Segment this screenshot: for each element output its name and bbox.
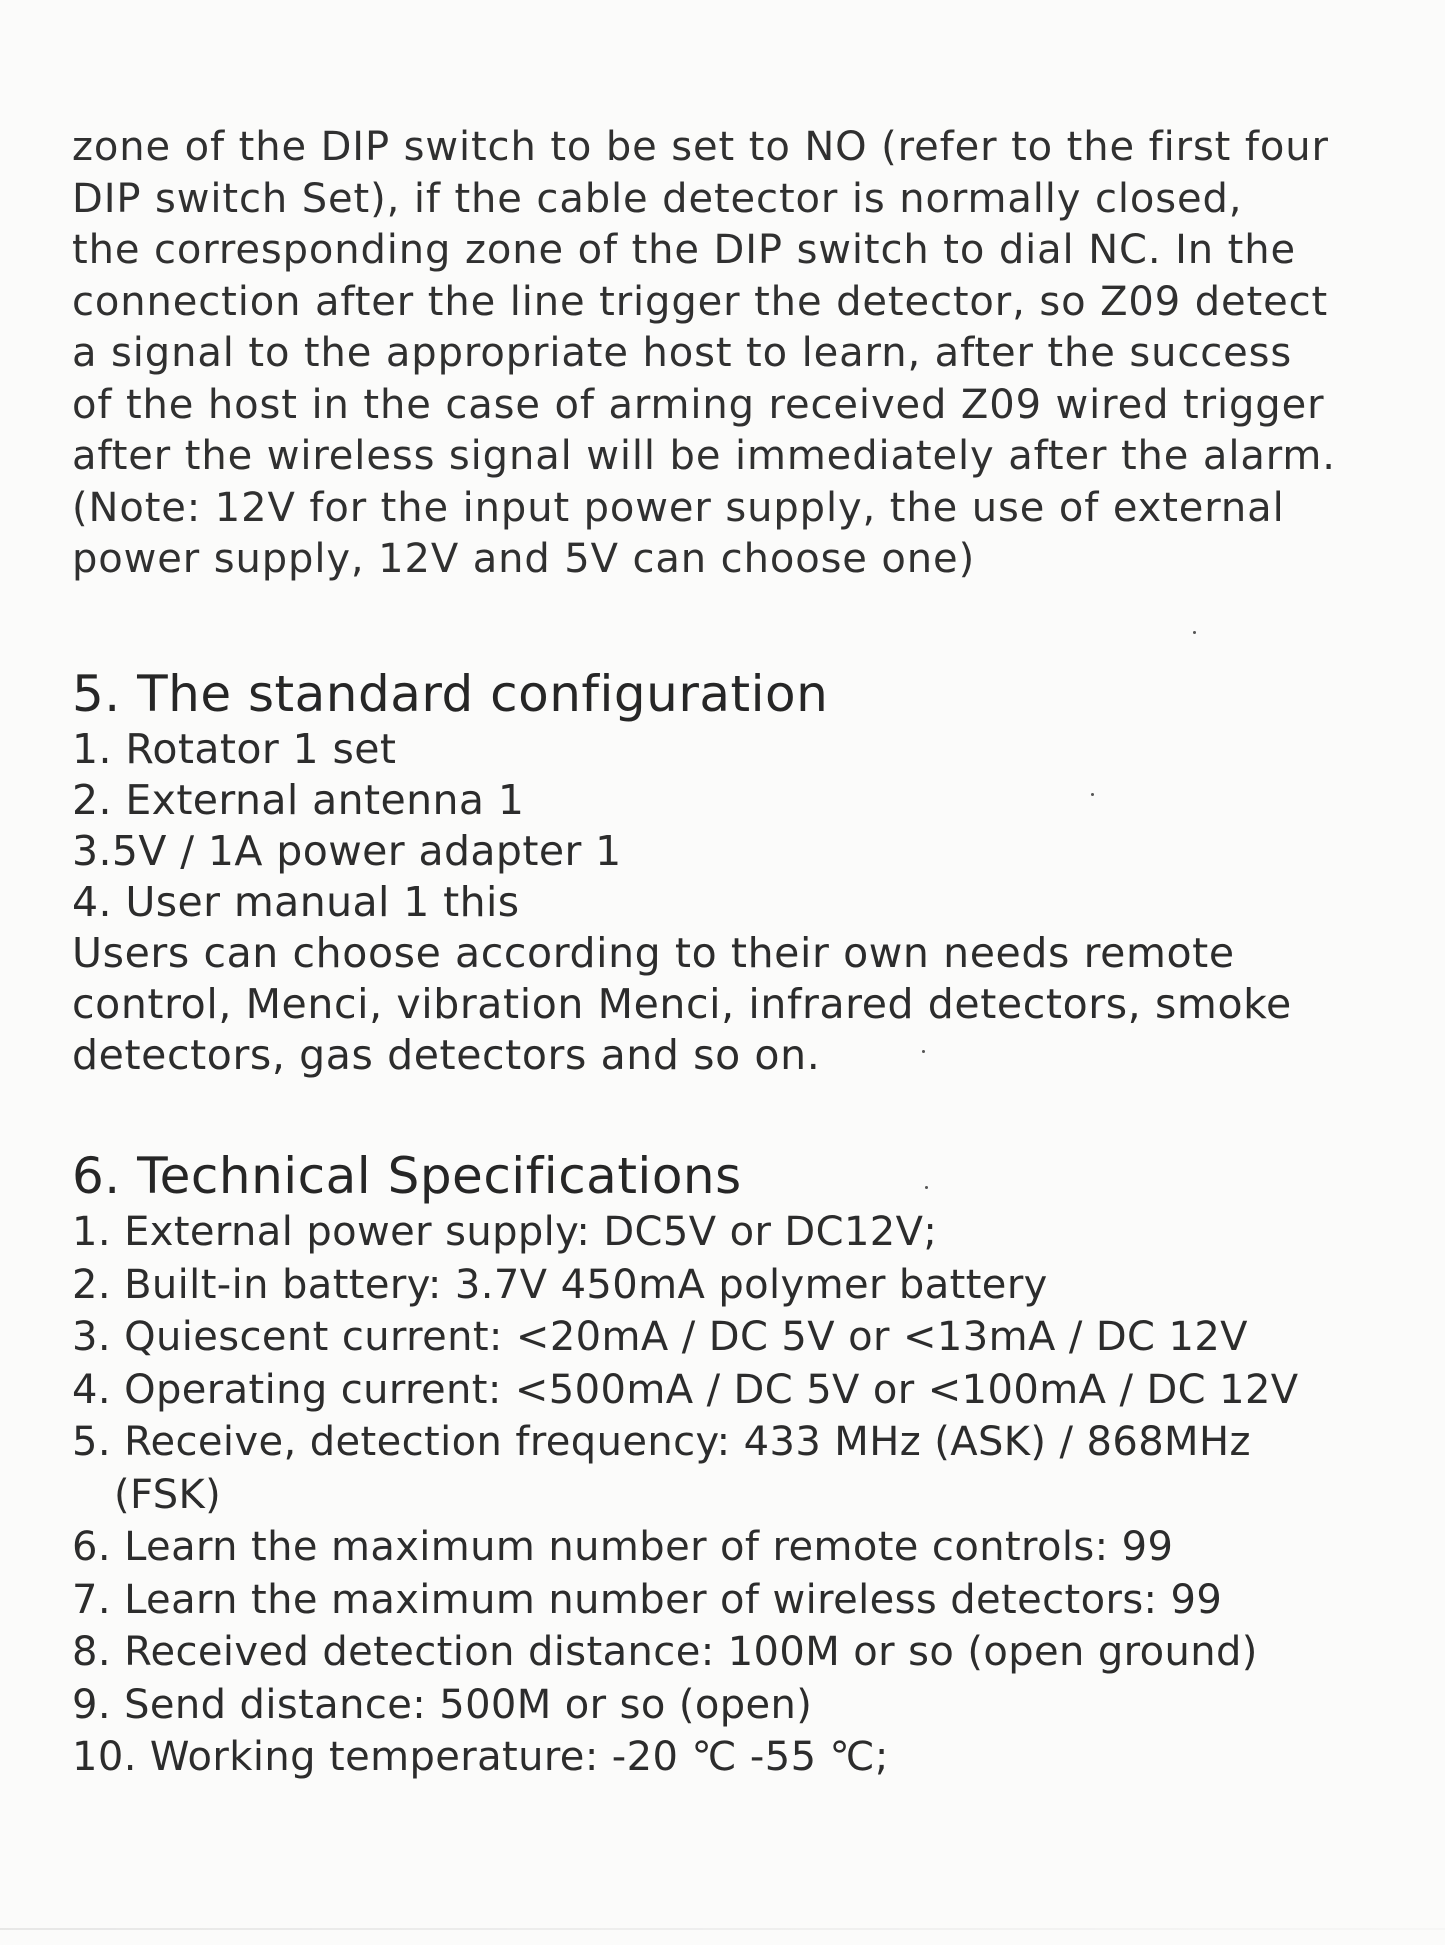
spec-item-continuation: (FSK) — [114, 1471, 222, 1518]
spec-item: 7. Learn the maximum number of wireless detectors: 99 — [72, 1576, 1223, 1623]
intro-line: DIP switch Set), if the cable detector is normally closed, — [72, 175, 1243, 222]
config-note-line: control, Menci, vibration Menci, infrared detectors, smoke — [72, 980, 1292, 1028]
scan-speck — [922, 1050, 925, 1053]
scan-speck — [1091, 793, 1094, 796]
scan-edge — [0, 1928, 1445, 1930]
spec-item: 6. Learn the maximum number of remote controls: 99 — [72, 1524, 1174, 1570]
scan-speck — [925, 1186, 928, 1189]
intro-line: (Note: 12V for the input power supply, the use of external — [72, 484, 1285, 531]
intro-line: power supply, 12V and 5V can choose one) — [72, 536, 976, 582]
intro-paragraph — [72, 122, 1392, 586]
spec-item: 10. Working temperature: -20 ℃ -55 ℃; — [72, 1734, 889, 1780]
standard-configuration-section — [72, 664, 1392, 1081]
config-note-line: Users can choose according to their own needs remote — [72, 929, 1235, 977]
intro-line: zone of the DIP switch to be set to NO (refer to the first four — [72, 124, 1329, 170]
config-note-line: detectors, gas detectors and so on. — [72, 1031, 821, 1079]
spec-item: 3. Quiescent current: <20mA / DC 5V or <13mA / DC 12V — [72, 1314, 1248, 1360]
intro-line: the corresponding zone of the DIP switch to dial NC. In the — [72, 227, 1296, 273]
scan-speck — [1193, 631, 1196, 634]
section-heading: 5. The standard configuration — [72, 665, 829, 723]
spec-item: 9. Send distance: 500M or so (open) — [72, 1681, 813, 1728]
technical-specifications-section — [72, 1146, 1392, 1784]
config-item: 1. Rotator 1 set — [72, 725, 397, 773]
intro-line: after the wireless signal will be immediately after the alarm. — [72, 433, 1336, 479]
spec-item: 2. Built-in battery: 3.7V 450mA polymer battery — [72, 1261, 1048, 1308]
spec-item: 5. Receive, detection frequency: 433 MHz (ASK) / 868MHz — [72, 1419, 1251, 1465]
intro-line: of the host in the case of arming received Z09 wired trigger — [72, 381, 1325, 428]
section-heading: 6. Technical Specifications — [72, 1147, 742, 1205]
spec-item: 4. Operating current: <500mA / DC 5V or <100mA / DC 12V — [72, 1366, 1299, 1413]
spec-item: 1. External power supply: DC5V or DC12V; — [72, 1209, 938, 1255]
intro-line: a signal to the appropriate host to learn, after the success — [72, 330, 1293, 376]
config-item: 4. User manual 1 this — [72, 878, 520, 926]
spec-item: 8. Received detection distance: 100M or so (open ground) — [72, 1629, 1258, 1675]
intro-line: connection after the line trigger the detector, so Z09 detect — [72, 278, 1329, 325]
config-item: 3.5V / 1A power adapter 1 — [72, 827, 622, 875]
config-item: 2. External antenna 1 — [72, 776, 525, 824]
